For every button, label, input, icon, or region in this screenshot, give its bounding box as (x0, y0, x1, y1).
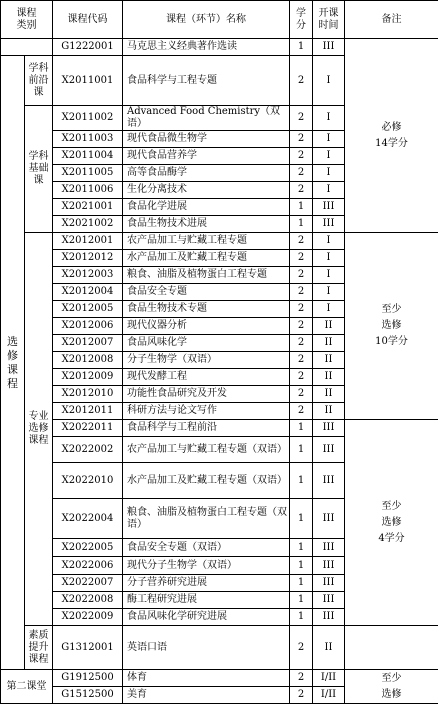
header-row (1, 1, 438, 39)
course-credit: 2 (290, 284, 313, 301)
category-cell: 学科 基础 课 (25, 106, 53, 233)
course-name: 食品化学进展 (123, 199, 290, 216)
course-name: 粮食、油脂及植物蛋白工程专题 (123, 267, 290, 284)
course-row (1, 626, 438, 670)
course-term: III (313, 575, 345, 592)
course-name: 农产品加工与贮藏工程专题 (123, 233, 290, 250)
course-code: X2022008 (53, 592, 123, 609)
course-term: I/II (313, 687, 345, 704)
course-row (1, 233, 438, 250)
course-credit: 1 (290, 420, 313, 437)
course-term: III (313, 199, 345, 216)
course-credit: 2 (290, 386, 313, 403)
course-credit: 2 (290, 233, 313, 250)
course-code: X2011005 (53, 165, 123, 182)
course-credit: 1 (290, 199, 313, 216)
course-name: 食品科学与工程前沿 (123, 420, 290, 437)
course-term: III (313, 216, 345, 233)
remark-cell: 至少 选修 4学分 (345, 420, 438, 626)
course-name: 功能性食品研究及开发 (123, 386, 290, 403)
course-code: G1312001 (53, 626, 123, 670)
course-credit: 1 (290, 592, 313, 609)
course-code: X2011004 (53, 148, 123, 165)
course-code: X2022004 (53, 499, 123, 539)
course-credit: 1 (290, 463, 313, 499)
course-term: I (313, 131, 345, 148)
course-term: I (313, 301, 345, 318)
course-term: I (313, 56, 345, 106)
course-term: III (313, 39, 345, 56)
course-code: X2012011 (53, 403, 123, 420)
course-name: 生化分离技术 (123, 182, 290, 199)
course-code: X2012008 (53, 352, 123, 369)
course-term: III (313, 420, 345, 437)
course-code: X2012001 (53, 233, 123, 250)
course-name: 水产品加工及贮藏工程专题 (123, 250, 290, 267)
course-name: 食品科学与工程专题 (123, 56, 290, 106)
course-term: III (313, 592, 345, 609)
course-name: 现代仪器分析 (123, 318, 290, 335)
course-credit: 1 (290, 609, 313, 626)
course-name: 分子营养研究进展 (123, 575, 290, 592)
course-credit: 2 (290, 56, 313, 106)
course-credit: 2 (290, 670, 313, 687)
course-credit: 1 (290, 39, 313, 56)
course-code: X2022011 (53, 420, 123, 437)
course-credit: 2 (290, 131, 313, 148)
course-code: X2012007 (53, 335, 123, 352)
course-credit: 2 (290, 403, 313, 420)
course-name: 酶工程研究进展 (123, 592, 290, 609)
course-name: 食品安全专题 (123, 284, 290, 301)
course-credit: 2 (290, 626, 313, 670)
course-term: II (313, 369, 345, 386)
category-cell: 第二课堂 (1, 670, 53, 704)
course-term: II (313, 626, 345, 670)
course-credit: 1 (290, 216, 313, 233)
course-credit: 1 (290, 499, 313, 539)
course-name: 食品风味化学 (123, 335, 290, 352)
course-name: 体育 (123, 670, 290, 687)
course-name: 食品安全专题（双语） (123, 539, 290, 557)
course-row (1, 670, 438, 687)
course-credit: 2 (290, 267, 313, 284)
course-term: I (313, 250, 345, 267)
remark-cell (345, 626, 438, 670)
course-code: X2022006 (53, 557, 123, 575)
course-name: 高等食品酶学 (123, 165, 290, 182)
course-name: 水产品加工及贮藏工程专题（双语） (123, 463, 290, 499)
remark-cell: 至少 选修 10学分 (345, 233, 438, 420)
course-credit: 2 (290, 165, 313, 182)
course-credit: 2 (290, 182, 313, 199)
course-term: III (313, 463, 345, 499)
course-code: X2011006 (53, 182, 123, 199)
course-credit: 2 (290, 335, 313, 352)
course-name: 粮食、油脂及植物蛋白工程专题（双语） (123, 499, 290, 539)
course-code: X2011003 (53, 131, 123, 148)
course-credit: 2 (290, 369, 313, 386)
course-name: 现代分子生物学（双语） (123, 557, 290, 575)
course-credit: 2 (290, 318, 313, 335)
course-code: X2021002 (53, 216, 123, 233)
header-code: 课程代码 (53, 1, 123, 39)
course-name: 农产品加工与贮藏工程专题（双语） (123, 437, 290, 463)
course-term: I (313, 182, 345, 199)
course-name: 现代发酵工程 (123, 369, 290, 386)
category-cell: 专业 选修 课程 (25, 233, 53, 626)
course-row (1, 420, 438, 437)
course-name: 食品生物技术进展 (123, 216, 290, 233)
course-code: X2012010 (53, 386, 123, 403)
course-code: X2011001 (53, 56, 123, 106)
category-cell (1, 39, 53, 56)
category-elective-label: 选修课程 (7, 335, 19, 391)
course-term: III (313, 557, 345, 575)
course-name: 马克思主义经典著作选读 (123, 39, 290, 56)
remark-cell: 至少 选修 (345, 670, 438, 704)
header-remark: 备注 (345, 1, 438, 39)
course-term: II (313, 352, 345, 369)
course-term: II (313, 335, 345, 352)
course-term: I (313, 148, 345, 165)
course-credit: 2 (290, 106, 313, 131)
course-term: II (313, 403, 345, 420)
course-code: G1222001 (53, 39, 123, 56)
course-term: I (313, 267, 345, 284)
course-name: 美育 (123, 687, 290, 704)
course-name: 科研方法与论文写作 (123, 403, 290, 420)
course-name: 现代食品微生物学 (123, 131, 290, 148)
course-code: X2012009 (53, 369, 123, 386)
course-credit: 2 (290, 148, 313, 165)
course-code: X2021001 (53, 199, 123, 216)
course-term: III (313, 609, 345, 626)
course-credit: 1 (290, 437, 313, 463)
course-name: 食品风味化学研究进展 (123, 609, 290, 626)
header-term: 开课 时间 (313, 1, 345, 39)
course-name: 现代食品营养学 (123, 148, 290, 165)
course-term: II (313, 318, 345, 335)
course-code: X2022005 (53, 539, 123, 557)
course-term: I (313, 106, 345, 131)
course-credit: 2 (290, 250, 313, 267)
course-code: X2012006 (53, 318, 123, 335)
category-cell: 素质 提升 课程 (25, 626, 53, 670)
course-term: I (313, 233, 345, 250)
course-credit: 2 (290, 687, 313, 704)
course-name: 食品生物技术专题 (123, 301, 290, 318)
course-code: X2022010 (53, 463, 123, 499)
header-category: 课程 类别 (1, 1, 53, 39)
course-term: I (313, 284, 345, 301)
course-code: X2012004 (53, 284, 123, 301)
course-code: X2022007 (53, 575, 123, 592)
category-elective (1, 56, 25, 670)
course-code: G1912500 (53, 670, 123, 687)
course-name: 分子生物学（双语） (123, 352, 290, 369)
header-name: 课程（环节）名称 (123, 1, 290, 39)
course-name: 英语口语 (123, 626, 290, 670)
course-credit: 1 (290, 557, 313, 575)
course-code: X2022009 (53, 609, 123, 626)
course-code: X2011002 (53, 106, 123, 131)
course-credit: 2 (290, 301, 313, 318)
course-credit: 1 (290, 539, 313, 557)
header-credit: 学 分 (290, 1, 313, 39)
course-credit: 2 (290, 352, 313, 369)
course-term: I (313, 165, 345, 182)
course-term: III (313, 539, 345, 557)
remark-cell: 必修 14学分 (345, 39, 438, 233)
course-code: X2012005 (53, 301, 123, 318)
category-cell: 学科 前沿 课 (25, 56, 53, 106)
course-credit: 1 (290, 575, 313, 592)
course-code: X2012012 (53, 250, 123, 267)
course-term: III (313, 499, 345, 539)
course-term: II (313, 386, 345, 403)
course-row (1, 39, 438, 56)
course-term: I/II (313, 670, 345, 687)
course-name: Advanced Food Chemistry（双语） (123, 106, 290, 131)
course-code: X2012003 (53, 267, 123, 284)
course-term: III (313, 437, 345, 463)
course-code: X2022002 (53, 437, 123, 463)
course-code: G1512500 (53, 687, 123, 704)
